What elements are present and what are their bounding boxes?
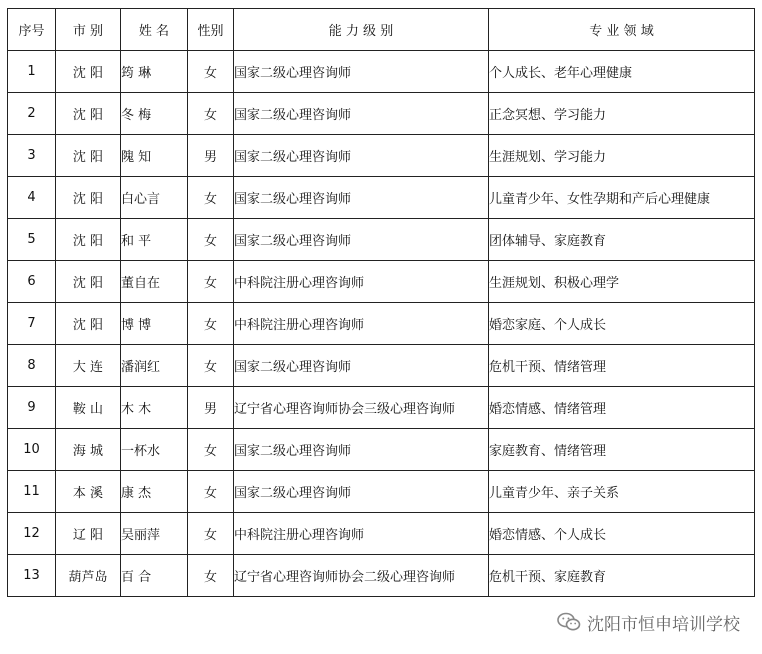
table-body xyxy=(8,51,755,597)
table-row xyxy=(8,93,755,135)
cell-specialty: 家庭教育、情绪管理 xyxy=(489,429,755,471)
wechat-icon xyxy=(557,612,581,632)
cell-gender: 女 xyxy=(188,93,234,135)
cell-index: 12 xyxy=(8,513,56,555)
cell-name: 董自在 xyxy=(121,261,188,303)
cell-name: 博 博 xyxy=(121,303,188,345)
cell-city: 沈 阳 xyxy=(56,303,121,345)
cell-index: 6 xyxy=(8,261,56,303)
cell-name: 和 平 xyxy=(121,219,188,261)
cell-gender: 男 xyxy=(188,387,234,429)
header-specialty: 专 业 领 域 xyxy=(489,9,755,51)
table-row xyxy=(8,135,755,177)
cell-name: 白心言 xyxy=(121,177,188,219)
cell-qualification: 国家二级心理咨询师 xyxy=(234,471,489,513)
cell-city: 沈 阳 xyxy=(56,219,121,261)
cell-index: 1 xyxy=(8,51,56,93)
cell-index: 10 xyxy=(8,429,56,471)
cell-qualification: 国家二级心理咨询师 xyxy=(234,135,489,177)
cell-index: 8 xyxy=(8,345,56,387)
cell-qualification: 辽宁省心理咨询师协会二级心理咨询师 xyxy=(234,555,489,597)
cell-gender: 女 xyxy=(188,219,234,261)
cell-specialty: 婚恋情感、情绪管理 xyxy=(489,387,755,429)
cell-city: 海 城 xyxy=(56,429,121,471)
cell-gender: 女 xyxy=(188,303,234,345)
cell-name: 隗 知 xyxy=(121,135,188,177)
cell-index: 3 xyxy=(8,135,56,177)
table-header-row xyxy=(8,9,755,51)
cell-specialty: 儿童青少年、亲子关系 xyxy=(489,471,755,513)
cell-gender: 女 xyxy=(188,261,234,303)
cell-index: 13 xyxy=(8,555,56,597)
table-row xyxy=(8,429,755,471)
cell-specialty: 儿童青少年、女性孕期和产后心理健康 xyxy=(489,177,755,219)
cell-specialty: 婚恋情感、个人成长 xyxy=(489,513,755,555)
cell-specialty: 婚恋家庭、个人成长 xyxy=(489,303,755,345)
cell-city: 沈 阳 xyxy=(56,177,121,219)
cell-qualification: 国家二级心理咨询师 xyxy=(234,429,489,471)
cell-gender: 女 xyxy=(188,345,234,387)
cell-specialty: 危机干预、家庭教育 xyxy=(489,555,755,597)
cell-qualification: 国家二级心理咨询师 xyxy=(234,177,489,219)
table-row xyxy=(8,219,755,261)
cell-city: 沈 阳 xyxy=(56,51,121,93)
cell-gender: 女 xyxy=(188,429,234,471)
cell-specialty: 团体辅导、家庭教育 xyxy=(489,219,755,261)
header-gender: 性别 xyxy=(188,9,234,51)
table-row xyxy=(8,345,755,387)
cell-name: 百 合 xyxy=(121,555,188,597)
table-row xyxy=(8,513,755,555)
cell-specialty: 个人成长、老年心理健康 xyxy=(489,51,755,93)
table-row xyxy=(8,387,755,429)
table-row xyxy=(8,471,755,513)
cell-qualification: 辽宁省心理咨询师协会三级心理咨询师 xyxy=(234,387,489,429)
cell-index: 7 xyxy=(8,303,56,345)
header-index: 序号 xyxy=(8,9,56,51)
cell-qualification: 中科院注册心理咨询师 xyxy=(234,513,489,555)
cell-index: 9 xyxy=(8,387,56,429)
cell-city: 沈 阳 xyxy=(56,261,121,303)
cell-index: 11 xyxy=(8,471,56,513)
cell-gender: 女 xyxy=(188,177,234,219)
cell-gender: 女 xyxy=(188,513,234,555)
cell-name: 筠 琳 xyxy=(121,51,188,93)
table-row xyxy=(8,555,755,597)
cell-name: 木 木 xyxy=(121,387,188,429)
cell-qualification: 国家二级心理咨询师 xyxy=(234,345,489,387)
watermark-text: 沈阳市恒申培训学校 xyxy=(587,614,740,635)
cell-city: 大 连 xyxy=(56,345,121,387)
cell-name: 吴丽萍 xyxy=(121,513,188,555)
cell-city: 鞍 山 xyxy=(56,387,121,429)
cell-name: 一杯水 xyxy=(121,429,188,471)
cell-city: 葫芦岛 xyxy=(56,555,121,597)
cell-gender: 男 xyxy=(188,135,234,177)
cell-city: 辽 阳 xyxy=(56,513,121,555)
cell-city: 沈 阳 xyxy=(56,93,121,135)
table-row xyxy=(8,261,755,303)
cell-index: 5 xyxy=(8,219,56,261)
cell-gender: 女 xyxy=(188,51,234,93)
cell-gender: 女 xyxy=(188,555,234,597)
cell-name: 康 杰 xyxy=(121,471,188,513)
header-name: 姓 名 xyxy=(121,9,188,51)
cell-city: 本 溪 xyxy=(56,471,121,513)
cell-qualification: 中科院注册心理咨询师 xyxy=(234,261,489,303)
cell-qualification: 中科院注册心理咨询师 xyxy=(234,303,489,345)
header-city: 市 别 xyxy=(56,9,121,51)
table-row xyxy=(8,303,755,345)
table-row xyxy=(8,51,755,93)
cell-qualification: 国家二级心理咨询师 xyxy=(234,93,489,135)
watermark xyxy=(557,609,740,635)
cell-qualification: 国家二级心理咨询师 xyxy=(234,219,489,261)
cell-name: 冬 梅 xyxy=(121,93,188,135)
cell-specialty: 危机干预、情绪管理 xyxy=(489,345,755,387)
cell-qualification: 国家二级心理咨询师 xyxy=(234,51,489,93)
cell-index: 4 xyxy=(8,177,56,219)
cell-specialty: 正念冥想、学习能力 xyxy=(489,93,755,135)
cell-name: 潘润红 xyxy=(121,345,188,387)
cell-city: 沈 阳 xyxy=(56,135,121,177)
cell-index: 2 xyxy=(8,93,56,135)
cell-gender: 女 xyxy=(188,471,234,513)
counselor-table xyxy=(7,8,755,597)
header-qualification: 能 力 级 别 xyxy=(234,9,489,51)
table-row xyxy=(8,177,755,219)
cell-specialty: 生涯规划、积极心理学 xyxy=(489,261,755,303)
cell-specialty: 生涯规划、学习能力 xyxy=(489,135,755,177)
